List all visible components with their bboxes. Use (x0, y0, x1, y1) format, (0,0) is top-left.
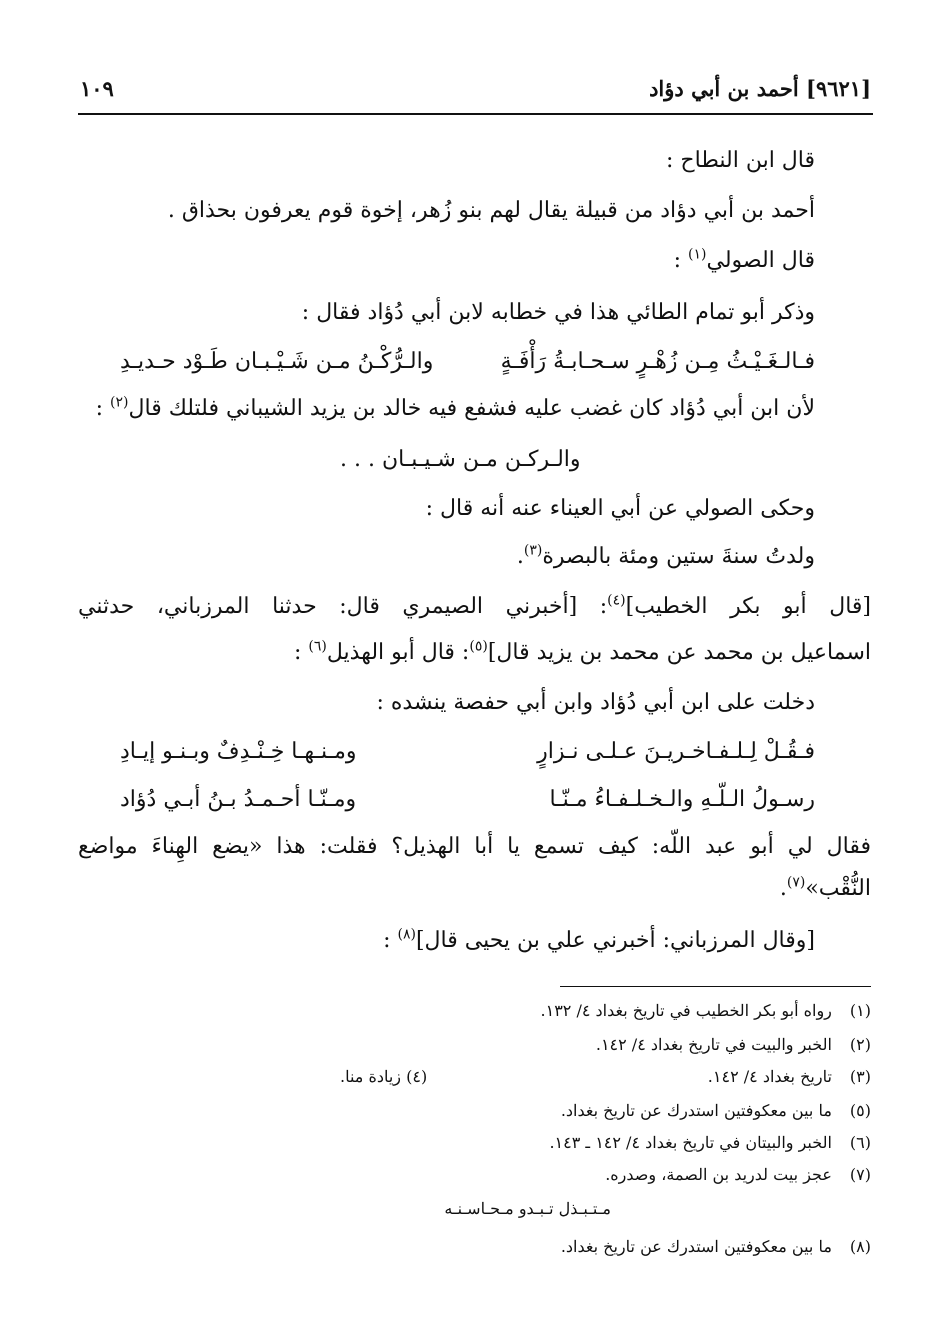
footnote: (١) رواه أبو بكر الخطيب في تاريخ بغداد ٤/ ١٣٢. (540, 1001, 871, 1020)
running-header-title: [٩٦٢١] أحمد بن أبي دؤاد (649, 76, 871, 101)
footnote: (٤) زيادة منا. (340, 1067, 428, 1086)
footnote: (٧) عجز بيت لدريد بن الصمة، وصدره. (605, 1165, 871, 1184)
footnote-ref: (٢) (110, 394, 129, 411)
verse-hemistich: فـقُـلْ لِـلـفـاخـريـنَ عـلـى نـزارٍ (537, 739, 815, 764)
body-line: اسماعيل بن محمد عن محمد بن يزيد قال]$^{(٥)}$: قال أبو الهذيل$^{(٦)}$ : (293, 638, 871, 665)
body-line: [قال أبو بكر الخطيب]$^{(٤)}$: [أخبرني الصيمري قال: حدثنا المرزباني، حدثني (78, 592, 872, 619)
page-number: ١٠٩ (80, 76, 114, 101)
footnote-ref: (٣) (523, 542, 543, 559)
footnote-ref: (٦) (308, 638, 327, 655)
body-line: قال ابن النطاح : (666, 148, 815, 173)
footnote-ref: (١) (688, 246, 707, 263)
footnote: (٣) تاريخ بغداد ٤/ ١٤٢. (707, 1067, 871, 1086)
body-line: دخلت على ابن أبي دُؤاد وابن أبي حفصة ينشده : (376, 690, 815, 715)
verse-hemistich: والـرُّكْـنُ مـن شَـيْـبـان طَـوْد حـديـدِ (120, 349, 434, 374)
footnote-verse: مـتـبـذل تـبـدو مـحـاسـنـه (444, 1199, 611, 1218)
footnote: (٦) الخبر والبيتان في تاريخ بغداد ٤/ ١٤٢ ـ ١٤٣. (549, 1133, 871, 1152)
body-line: النُّقْب»$^{(٧)}$. (779, 874, 871, 901)
header-rule (78, 113, 873, 115)
footnote: (٥) ما بين معكوفتين استدرك عن تاريخ بغداد. (560, 1101, 871, 1120)
body-line: فقال لي أبو عبد اللّه: كيف تسمع يا أبا الهذيل؟ فقلت: هذا «يضع الهِناءَ مواضع (78, 834, 871, 859)
verse-fragment: والـركـن مـن شـيـبـان . . . (340, 447, 581, 472)
body-line: وحكى الصولي عن أبي العيناء عنه أنه قال : (425, 496, 815, 521)
body-line: ولدتُ سنةَ ستين ومئة بالبصرة$^{(٣)}$. (516, 542, 815, 569)
body-line: قال الصولي$^{(١)}$ : (673, 246, 815, 273)
verse-hemistich: فـالـغَـيْـثُ مِـن زُهْـرٍ سـحـابـةُ رَأْفَـةٍ (500, 349, 815, 374)
footnote: (٨) ما بين معكوفتين استدرك عن تاريخ بغداد. (560, 1237, 871, 1256)
footnote-ref: (٨) (397, 926, 416, 943)
footnote-separator (560, 986, 871, 987)
footnote-ref: (٥) (469, 638, 488, 655)
body-line: لأن ابن أبي دُؤاد كان غضب عليه فشفع فيه خالد بن يزيد الشيباني فلتلك قال$^{(٢)}$ : (95, 394, 815, 421)
verse-hemistich: ومـنـهـا خِـنْـدِفٌ وبـنـو إيـادِ (120, 739, 357, 764)
verse-hemistich: رسـولُ الـلّـهِ والـخـلـفـاءُ مـنّـا (549, 787, 815, 812)
verse-hemistich: ومـنّـا أحـمـدُ بـنُ أبـي دُؤاد (120, 787, 357, 812)
body-line: [وقال المرزباني: أخبرني علي بن يحيى قال]$^{(٨)}$ : (383, 926, 815, 953)
footnote-ref: (٧) (786, 874, 806, 891)
body-line: أحمد بن أبي دؤاد من قبيلة يقال لهم بنو زُهر، إخوة قوم يعرفون بحذاق . (167, 198, 815, 223)
body-line: وذكر أبو تمام الطائي هذا في خطابه لابن أبي دُؤاد فقال : (301, 300, 815, 325)
footnote-ref: (٤) (607, 592, 626, 609)
footnote: (٢) الخبر والبيت في تاريخ بغداد ٤/ ١٤٢. (595, 1035, 871, 1054)
